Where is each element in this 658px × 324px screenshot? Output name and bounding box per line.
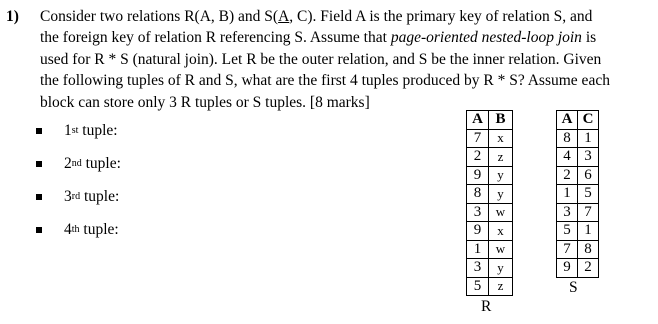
table-cell: y: [489, 166, 513, 185]
relation-r-caption: R: [481, 298, 492, 315]
table-cell: 1: [578, 129, 599, 148]
table-cell: 5: [578, 185, 599, 204]
tuple-item: 2 nd tuple:: [36, 155, 121, 173]
table-cell: x: [489, 129, 513, 148]
question-line-2: the foreign key of relation R referencing S. Assume that page-oriented nested-loop join is: [40, 29, 597, 47]
question-line-1: 1) Consider two relations R(A, B) and S(A, C). Field A is the primary key of relation S, and: [6, 6, 650, 27]
table-cell: y: [489, 259, 513, 278]
table-cell: 1: [467, 240, 489, 259]
table-cell: y: [489, 185, 513, 204]
question-line-3: used for R * S (natural join). Let R be the outer relation, and S be the inner relation. Given: [40, 50, 602, 68]
table-cell: 9: [467, 222, 489, 241]
question-number: 1): [6, 8, 19, 25]
table-cell: w: [489, 240, 513, 259]
table-row: [467, 129, 513, 148]
tuple-item: 3 rd tuple:: [36, 188, 119, 206]
table-header-row: [467, 111, 513, 130]
tuple-item: 4 th tuple:: [36, 221, 119, 239]
relation-r-table: [466, 110, 513, 296]
table-cell: 7: [578, 203, 599, 222]
table-cell: 3: [578, 148, 599, 167]
table-cell: 1: [578, 222, 599, 241]
table-cell: 7: [467, 129, 489, 148]
table-row: [467, 259, 513, 278]
table-row: [557, 240, 599, 259]
column-header: B: [489, 111, 513, 130]
table-row: [557, 185, 599, 204]
table-cell: 8: [578, 240, 599, 259]
table-cell: 5: [467, 277, 489, 296]
table-cell: 2: [557, 166, 578, 185]
table-row: [557, 148, 599, 167]
tuple-item: 1 st tuple:: [36, 122, 118, 140]
bullet-icon: [36, 128, 42, 134]
relation-s-caption: S: [569, 279, 578, 296]
column-header: C: [578, 111, 599, 130]
table-cell: 4: [557, 148, 578, 167]
table-cell: 8: [467, 185, 489, 204]
table-cell: w: [489, 203, 513, 222]
table-row: [557, 203, 599, 222]
table-cell: 6: [578, 166, 599, 185]
column-header: A: [557, 111, 578, 130]
table-cell: 3: [557, 203, 578, 222]
table-header-row: [557, 111, 599, 130]
question-line-5: block can store only 3 R tuples or S tuples. [8 marks]: [40, 93, 370, 111]
table-row: [467, 185, 513, 204]
table-cell: 2: [578, 259, 599, 278]
table-cell: x: [489, 222, 513, 241]
table-cell: 3: [467, 259, 489, 278]
bullet-icon: [36, 194, 42, 200]
table-row: [557, 166, 599, 185]
table-row: [467, 203, 513, 222]
table-row: [467, 277, 513, 296]
table-cell: 1: [557, 185, 578, 204]
question-text: [6, 6, 650, 113]
table-cell: 5: [557, 222, 578, 241]
bullet-icon: [36, 161, 42, 167]
table-cell: z: [489, 148, 513, 167]
table-row: [557, 222, 599, 241]
table-cell: 8: [557, 129, 578, 148]
question-line-4: the following tuples of R and S, what are the first 4 tuples produced by R * S? Assume each: [40, 72, 610, 90]
table-row: [557, 129, 599, 148]
table-row: [467, 240, 513, 259]
table-row: [557, 259, 599, 278]
table-row: [467, 148, 513, 167]
bullet-icon: [36, 227, 42, 233]
table-cell: 9: [467, 166, 489, 185]
table-row: [467, 166, 513, 185]
relation-s-table: [556, 110, 599, 278]
table-row: [467, 222, 513, 241]
table-cell: z: [489, 277, 513, 296]
table-cell: 9: [557, 259, 578, 278]
column-header: A: [467, 111, 489, 130]
table-cell: 3: [467, 203, 489, 222]
table-cell: 2: [467, 148, 489, 167]
table-cell: 7: [557, 240, 578, 259]
